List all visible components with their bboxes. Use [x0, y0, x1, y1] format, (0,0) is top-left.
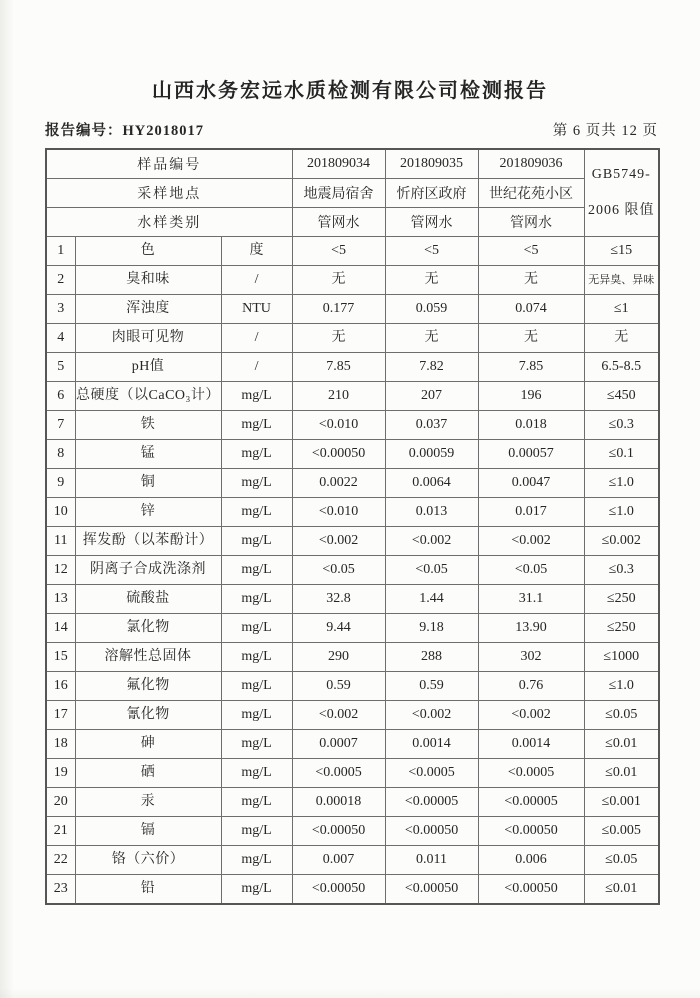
parameter-name-cell: 铅 [75, 875, 221, 905]
sample1-value-cell: <0.00050 [292, 875, 385, 905]
table-row [46, 527, 659, 556]
parameter-name-cell: pH值 [75, 353, 221, 382]
sample3-value-cell: 0.074 [478, 295, 584, 324]
unit-cell: mg/L [221, 643, 292, 672]
sample1-value-cell: 0.59 [292, 672, 385, 701]
unit-cell: mg/L [221, 469, 292, 498]
sample3-value-cell: 7.85 [478, 353, 584, 382]
sample2-value-cell: 7.82 [385, 353, 478, 382]
row-number-cell: 18 [46, 730, 75, 759]
unit-cell: mg/L [221, 672, 292, 701]
sample2-value-cell: <0.00050 [385, 875, 478, 905]
sampling-location-value-2: 忻府区政府 [385, 179, 478, 208]
row-number-cell: 19 [46, 759, 75, 788]
unit-cell: mg/L [221, 527, 292, 556]
table-row [46, 788, 659, 817]
sample3-value-cell: 0.006 [478, 846, 584, 875]
unit-cell: / [221, 324, 292, 353]
limit-value-cell: ≤0.05 [584, 701, 659, 730]
sample3-value-cell: <0.0005 [478, 759, 584, 788]
parameter-name-cell: 阴离子合成洗涤剂 [75, 556, 221, 585]
table-row [46, 875, 659, 905]
limit-value-cell: 无 [584, 324, 659, 353]
sample1-value-cell: <0.0005 [292, 759, 385, 788]
sample3-value-cell: 0.00057 [478, 440, 584, 469]
sample1-value-cell: 32.8 [292, 585, 385, 614]
table-row [46, 469, 659, 498]
sample1-value-cell: 210 [292, 382, 385, 411]
table-row [46, 440, 659, 469]
table-row [46, 614, 659, 643]
table-row [46, 556, 659, 585]
limit-value-cell: ≤250 [584, 585, 659, 614]
limit-value-cell: ≤0.01 [584, 875, 659, 905]
row-number-cell: 14 [46, 614, 75, 643]
table-row [46, 353, 659, 382]
sample3-value-cell: <0.002 [478, 527, 584, 556]
unit-cell: mg/L [221, 817, 292, 846]
sample-id-label: 样品编号 [46, 149, 292, 179]
unit-cell: NTU [221, 295, 292, 324]
sample2-value-cell: 0.59 [385, 672, 478, 701]
unit-cell: mg/L [221, 730, 292, 759]
sample2-value-cell: <0.002 [385, 527, 478, 556]
sample1-value-cell: <0.05 [292, 556, 385, 585]
unit-cell: mg/L [221, 788, 292, 817]
sample1-value-cell: <5 [292, 237, 385, 266]
sample2-value-cell: <0.00005 [385, 788, 478, 817]
limit-value-cell: ≤0.3 [584, 556, 659, 585]
sample3-value-cell: 0.0047 [478, 469, 584, 498]
limit-value-cell: ≤250 [584, 614, 659, 643]
sample1-value-cell: <0.00050 [292, 817, 385, 846]
parameter-name-cell: 汞 [75, 788, 221, 817]
limit-value-cell: ≤0.01 [584, 730, 659, 759]
row-number-cell: 8 [46, 440, 75, 469]
unit-cell: mg/L [221, 759, 292, 788]
sample2-value-cell: 1.44 [385, 585, 478, 614]
unit-cell: mg/L [221, 846, 292, 875]
sample-type-value-2: 管网水 [385, 208, 478, 237]
table-data-section [46, 237, 659, 905]
unit-cell: mg/L [221, 382, 292, 411]
table-row [46, 585, 659, 614]
row-number-cell: 5 [46, 353, 75, 382]
limit-value-cell: ≤1.0 [584, 672, 659, 701]
row-number-cell: 13 [46, 585, 75, 614]
row-number-cell: 2 [46, 266, 75, 295]
page-title: 山西水务宏远水质检测有限公司检测报告 [152, 80, 548, 102]
unit-cell: mg/L [221, 498, 292, 527]
parameter-name-cell: 臭和味 [75, 266, 221, 295]
limit-value-cell: ≤1000 [584, 643, 659, 672]
row-number-cell: 7 [46, 411, 75, 440]
limit-value-cell: ≤0.01 [584, 759, 659, 788]
sample2-value-cell: <5 [385, 237, 478, 266]
parameter-name-cell: 肉眼可见物 [75, 324, 221, 353]
sample3-value-cell: 302 [478, 643, 584, 672]
unit-cell: / [221, 353, 292, 382]
parameter-name-cell: 挥发酚（以苯酚计） [75, 527, 221, 556]
limit-value-cell: ≤450 [584, 382, 659, 411]
parameter-name-cell: 镉 [75, 817, 221, 846]
sample2-value-cell: <0.0005 [385, 759, 478, 788]
table-row [46, 643, 659, 672]
sample3-value-cell: <5 [478, 237, 584, 266]
table-row [46, 817, 659, 846]
limit-value-cell: ≤1 [584, 295, 659, 324]
parameter-name-cell: 砷 [75, 730, 221, 759]
sample3-value-cell: 13.90 [478, 614, 584, 643]
parameter-name-cell: 硒 [75, 759, 221, 788]
sample2-value-cell: 无 [385, 324, 478, 353]
sample1-value-cell: <0.002 [292, 701, 385, 730]
limit-value-cell: ≤1.0 [584, 469, 659, 498]
limit-value-cell: ≤0.001 [584, 788, 659, 817]
row-number-cell: 12 [46, 556, 75, 585]
sample1-value-cell: 0.00018 [292, 788, 385, 817]
sample2-value-cell: 0.0014 [385, 730, 478, 759]
sample3-value-cell: <0.002 [478, 701, 584, 730]
table-row [46, 295, 659, 324]
table-row [46, 237, 659, 266]
sample-id-value-2: 201809035 [385, 149, 478, 179]
sample-id-value-1: 201809034 [292, 149, 385, 179]
report-meta-row [45, 119, 658, 140]
limit-value-cell: ≤0.1 [584, 440, 659, 469]
limit-value-cell: ≤15 [584, 237, 659, 266]
row-number-cell: 16 [46, 672, 75, 701]
row-number-cell: 9 [46, 469, 75, 498]
sample3-value-cell: 0.018 [478, 411, 584, 440]
limit-value-cell: 6.5-8.5 [584, 353, 659, 382]
row-number-cell: 3 [46, 295, 75, 324]
sampling-location-label: 采样地点 [46, 179, 292, 208]
sampling-location-value-1: 地震局宿舍 [292, 179, 385, 208]
sample1-value-cell: <0.010 [292, 411, 385, 440]
unit-cell: mg/L [221, 614, 292, 643]
parameter-name-cell: 氯化物 [75, 614, 221, 643]
sample2-value-cell: 0.011 [385, 846, 478, 875]
header-row-sample-id [46, 149, 659, 179]
header-row-sampling-location [46, 179, 659, 208]
sample1-value-cell: 无 [292, 324, 385, 353]
row-number-cell: 21 [46, 817, 75, 846]
sample2-value-cell: <0.002 [385, 701, 478, 730]
unit-cell: mg/L [221, 585, 292, 614]
row-number-cell: 4 [46, 324, 75, 353]
sample1-value-cell: <0.002 [292, 527, 385, 556]
sample1-value-cell: 9.44 [292, 614, 385, 643]
table-header-section [46, 149, 659, 237]
parameter-name-cell: 锰 [75, 440, 221, 469]
sample3-value-cell: 31.1 [478, 585, 584, 614]
unit-cell: mg/L [221, 875, 292, 905]
parameter-name-cell: 铁 [75, 411, 221, 440]
sample1-value-cell: 0.177 [292, 295, 385, 324]
table-row [46, 411, 659, 440]
row-number-cell: 1 [46, 237, 75, 266]
sample2-value-cell: 288 [385, 643, 478, 672]
sample-id-value-3: 201809036 [478, 149, 584, 179]
sample3-value-cell: 0.0014 [478, 730, 584, 759]
row-number-cell: 11 [46, 527, 75, 556]
page-indicator: 第 6 页共 12 页 [552, 123, 658, 139]
sample1-value-cell: 0.0022 [292, 469, 385, 498]
sample-type-label: 水样类别 [46, 208, 292, 237]
sample2-value-cell: 0.013 [385, 498, 478, 527]
limit-value-cell: ≤1.0 [584, 498, 659, 527]
unit-cell: mg/L [221, 440, 292, 469]
sampling-location-value-3: 世纪花苑小区 [478, 179, 584, 208]
limit-standard-line1: GB5749- [591, 167, 651, 182]
table-row [46, 324, 659, 353]
table-row [46, 846, 659, 875]
limit-value-cell: ≤0.05 [584, 846, 659, 875]
limit-standard-header [584, 149, 659, 237]
report-number: 报告编号：HY2018017 [45, 123, 204, 139]
sample1-value-cell: 0.007 [292, 846, 385, 875]
sample2-value-cell: 0.00059 [385, 440, 478, 469]
sample3-value-cell: 196 [478, 382, 584, 411]
row-number-cell: 15 [46, 643, 75, 672]
parameter-name-cell: 浑浊度 [75, 295, 221, 324]
table-row [46, 701, 659, 730]
unit-cell: mg/L [221, 411, 292, 440]
row-number-cell: 22 [46, 846, 75, 875]
sample2-value-cell: 0.0064 [385, 469, 478, 498]
table-row [46, 266, 659, 295]
row-number-cell: 20 [46, 788, 75, 817]
sample1-value-cell: 290 [292, 643, 385, 672]
sample2-value-cell: 无 [385, 266, 478, 295]
row-number-cell: 17 [46, 701, 75, 730]
sample1-value-cell: <0.010 [292, 498, 385, 527]
limit-value-cell: 无异臭、异味 [584, 266, 659, 295]
sample2-value-cell: <0.00050 [385, 817, 478, 846]
unit-cell: mg/L [221, 701, 292, 730]
row-number-cell: 23 [46, 875, 75, 905]
row-number-cell: 6 [46, 382, 75, 411]
unit-cell: 度 [221, 237, 292, 266]
sample2-value-cell: 0.059 [385, 295, 478, 324]
parameter-name-cell: 锌 [75, 498, 221, 527]
table-row [46, 382, 659, 411]
sample2-value-cell: 207 [385, 382, 478, 411]
sample1-value-cell: 7.85 [292, 353, 385, 382]
sample3-value-cell: <0.00050 [478, 817, 584, 846]
sample3-value-cell: <0.05 [478, 556, 584, 585]
parameter-name-cell: 总硬度（以CaCO₃计） [75, 382, 221, 411]
sample1-value-cell: 无 [292, 266, 385, 295]
limit-value-cell: ≤0.005 [584, 817, 659, 846]
sample1-value-cell: 0.0007 [292, 730, 385, 759]
parameter-name-cell: 铬（六价） [75, 846, 221, 875]
table-row [46, 730, 659, 759]
parameter-name-cell: 色 [75, 237, 221, 266]
sample3-value-cell: 无 [478, 324, 584, 353]
parameter-name-cell: 氟化物 [75, 672, 221, 701]
sample2-value-cell: <0.05 [385, 556, 478, 585]
table-row [46, 759, 659, 788]
parameter-name-cell: 溶解性总固体 [75, 643, 221, 672]
sample-type-value-3: 管网水 [478, 208, 584, 237]
limit-standard-line2: 2006 限值 [588, 203, 655, 218]
sample1-value-cell: <0.00050 [292, 440, 385, 469]
limit-value-cell: ≤0.002 [584, 527, 659, 556]
row-number-cell: 10 [46, 498, 75, 527]
water-quality-results-table [45, 148, 660, 905]
table-row [46, 498, 659, 527]
unit-cell: / [221, 266, 292, 295]
sample2-value-cell: 0.037 [385, 411, 478, 440]
sample-type-value-1: 管网水 [292, 208, 385, 237]
sample3-value-cell: <0.00005 [478, 788, 584, 817]
unit-cell: mg/L [221, 556, 292, 585]
parameter-name-cell: 氰化物 [75, 701, 221, 730]
parameter-name-cell: 铜 [75, 469, 221, 498]
sample3-value-cell: <0.00050 [478, 875, 584, 905]
sample2-value-cell: 9.18 [385, 614, 478, 643]
sample3-value-cell: 0.76 [478, 672, 584, 701]
sample3-value-cell: 无 [478, 266, 584, 295]
sample3-value-cell: 0.017 [478, 498, 584, 527]
table-row [46, 672, 659, 701]
parameter-name-cell: 硫酸盐 [75, 585, 221, 614]
limit-value-cell: ≤0.3 [584, 411, 659, 440]
header-row-sample-type [46, 208, 659, 237]
